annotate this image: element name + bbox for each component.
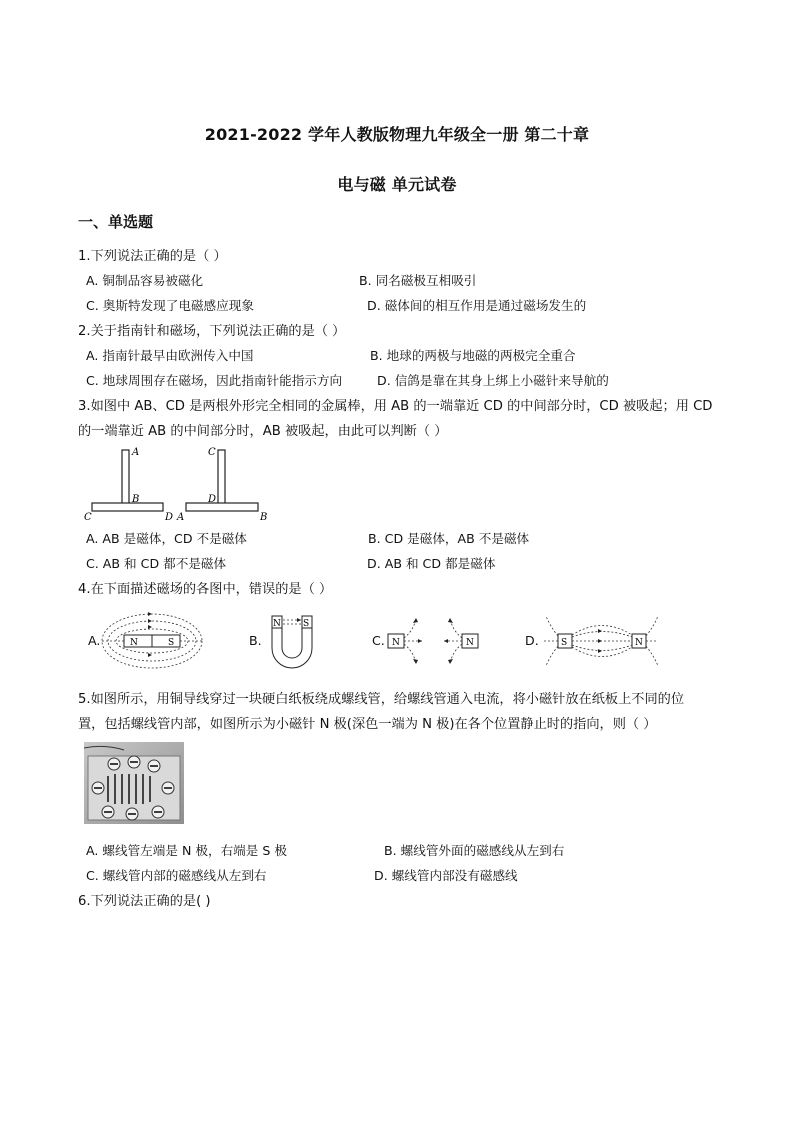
u-magnet-s-label: S [303,619,310,629]
question-5-option-b[interactable]: B. 螺线管外面的磁感线从左到右 [384,843,565,858]
question-2-option-d[interactable]: D. 信鸽是靠在其身上绑上小磁针来导航的 [377,373,609,388]
d-magnet-n-label: N [635,638,643,648]
question-5-solenoid-photo [84,742,184,824]
question-5-option-c[interactable]: C. 螺线管内部的磁感线从左到右 [86,868,267,883]
question-3-option-a[interactable]: A. AB 是磁体，CD 不是磁体 [86,531,247,546]
question-5-option-d[interactable]: D. 螺线管内部没有磁感线 [374,868,518,883]
question-2-option-a[interactable]: A. 指南针最早由欧洲传入中国 [86,348,254,363]
label-b-right: B [260,512,268,522]
d-magnet-s-label: S [561,638,568,648]
question-4-figure-c[interactable] [384,612,484,670]
right-magnet-n-label: N [466,638,474,648]
question-6-stem: 6.下列说法正确的是( ) [78,894,211,909]
question-1-option-c[interactable]: C. 奥斯特发现了电磁感应现象 [86,298,254,313]
question-2-option-c[interactable]: C. 地球周围存在磁场，因此指南针能指示方向 [86,373,343,388]
label-c-left: C [84,512,92,522]
question-5-option-a[interactable]: A. 螺线管左端是 N 极，右端是 S 极 [86,843,287,858]
question-3-figure [82,440,282,522]
question-2-option-b[interactable]: B. 地球的两极与地磁的两极完全重合 [370,348,576,363]
question-4-figure-label-d: D. [525,633,539,648]
label-d-mid: D [208,494,217,505]
rod-ab-horizontal [186,503,258,511]
question-5-stem-line1: 5.如图所示，用铜导线穿过一块硬白纸板绕成螺线管，给螺线管通入电流，将小磁针放在纸板上不同的位 [78,692,685,707]
question-1-option-a[interactable]: A. 铜制品容易被磁化 [86,273,204,288]
question-4-figure-d[interactable] [540,608,660,674]
question-2-stem: 2.关于指南针和磁场，下列说法正确的是（ ） [78,324,346,339]
question-4-figure-a[interactable] [100,610,205,672]
question-5-stem-line2: 置，包括螺线管内部，如图所示为小磁针 N 极(深色一端为 N 极)在各个位置静止时的指向，则（ ） [78,717,657,732]
page-title: 2021-2022 学年人教版物理九年级全一册 第二十章 [204,125,590,144]
label-b-mid: B [132,494,140,505]
question-4-figure-b[interactable] [262,606,322,674]
question-4-figure-label-c: C. [372,633,385,648]
u-magnet-n-label: N [273,619,281,629]
bar-magnet-n-label: N [130,638,138,648]
section-heading: 一、单选题 [78,213,154,231]
rod-cd-vertical [218,450,225,504]
rod-ab-vertical [122,450,129,504]
question-3-option-c[interactable]: C. AB 和 CD 都不是磁体 [86,556,227,571]
bar-magnet-s-label: S [168,638,175,648]
label-d-right: D [165,512,174,522]
rod-cd-horizontal [92,503,163,511]
question-4-figure-label-a: A. [88,633,101,648]
question-4-stem: 4.在下面描述磁场的各图中，错误的是（ ） [78,582,333,597]
question-3-stem-line2: 的一端靠近 AB 的中间部分时，AB 被吸起，由此可以判断（ ） [78,424,448,439]
question-3-option-b[interactable]: B. CD 是磁体，AB 不是磁体 [368,531,530,546]
page-subtitle: 电与磁 单元试卷 [337,175,457,194]
question-3-option-d[interactable]: D. AB 和 CD 都是磁体 [367,556,496,571]
label-a-top: A [132,447,140,458]
question-4-figure-label-b: B. [249,633,262,648]
label-a-left: A [177,512,185,522]
question-1-stem: 1.下列说法正确的是（ ） [78,249,227,264]
question-1-option-b[interactable]: B. 同名磁极互相吸引 [359,273,477,288]
left-magnet-n-label: N [392,638,400,648]
label-c-top: C [208,447,216,458]
question-1-option-d[interactable]: D. 磁体间的相互作用是通过磁场发生的 [367,298,587,313]
question-3-stem-line1: 3.如图中 AB、CD 是两根外形完全相同的金属棒，用 AB 的一端靠近 CD 的中间部分时，CD 被吸起；用 CD [78,399,713,414]
